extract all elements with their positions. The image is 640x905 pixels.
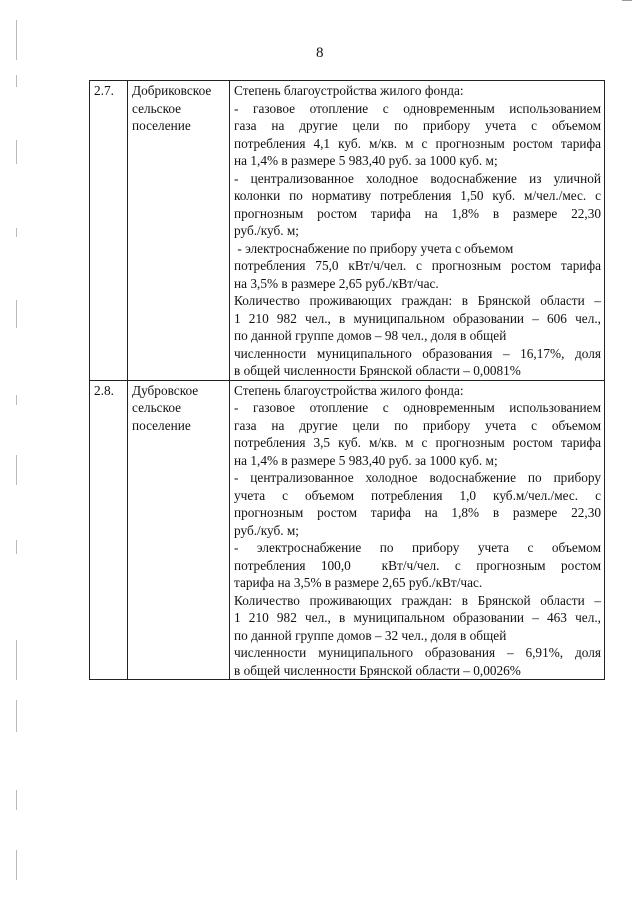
- description-line: колонки по нормативу потребления 1,50 куб. м/чел./мес. с: [234, 188, 601, 203]
- description-line: прогнозным ростом тарифа на 1,8% в размере 22,30: [234, 205, 601, 221]
- description-line: Степень благоустройства жилого фонда:: [234, 83, 464, 98]
- description-line: 1 210 982 чел., в муниципальном образовании – 606 чел.,: [234, 310, 601, 326]
- description-line: Количество проживающих граждан: в Брянской области –: [234, 293, 601, 308]
- description-line: на 1,4% в размере 5 983,40 руб. за 1000 куб. м;: [234, 452, 498, 468]
- settlement-name-line: Добриковское: [132, 83, 212, 98]
- settlement-name: [128, 81, 230, 381]
- description-line: - централизованное холодное водоснабжение по прибору: [234, 470, 601, 485]
- settlement-name-line: поселение: [132, 417, 191, 433]
- description-line: в общей численности Брянской области – 0,0026%: [234, 662, 521, 678]
- settlement-name-line: Дубровское: [132, 382, 199, 398]
- description-line: газа на другие цели по прибору учета с объемом: [234, 417, 601, 433]
- description-line: - централизованное холодное водоснабжение из уличной: [234, 170, 601, 186]
- description-line: - электроснабжение по прибору учета с объемом: [234, 240, 514, 256]
- description-line: - газовое отопление с одновременным использованием: [234, 100, 601, 116]
- page-number: 8: [316, 45, 324, 61]
- description-line: по данной группе домов – 98 чел., доля в общей: [234, 328, 507, 343]
- description-line: численности муниципального образования – 6,91%, доля: [234, 645, 601, 660]
- settlements-table: [89, 80, 605, 680]
- description-line: учета с объемом потребления 1,0 куб.м/чел./мес. с: [234, 487, 601, 503]
- description-line: потребления 75,0 кВт/ч/чел. с прогнозным ростом тарифа: [234, 258, 601, 273]
- settlement-name-line: сельское: [132, 400, 182, 415]
- description-line: тарифа на 3,5% в размере 2,65 руб./кВт/час.: [234, 575, 483, 590]
- row-number: 2.7.: [90, 81, 128, 381]
- settlement-name: [128, 380, 230, 680]
- housing-description: [230, 380, 605, 680]
- description-line: Степень благоустройства жилого фонда:: [234, 382, 464, 398]
- housing-description: [230, 81, 605, 381]
- description-line: на 3,5% в размере 2,65 руб./кВт/час.: [234, 275, 439, 291]
- description-line: 1 210 982 чел., в муниципальном образовании – 463 чел.,: [234, 610, 601, 625]
- description-line: в общей численности Брянской области – 0,0081%: [234, 363, 521, 378]
- description-line: руб./куб. м;: [234, 223, 299, 238]
- settlement-name-line: сельское: [132, 100, 182, 116]
- description-line: газа на другие цели по прибору учета с объемом: [234, 118, 601, 133]
- scan-corner-mark: [622, 0, 632, 1]
- description-line: потребления 100,0 кВт/ч/чел. с прогнозным ростом: [234, 557, 601, 573]
- description-line: прогнозным ростом тарифа на 1,8% в размере 22,30: [234, 505, 601, 520]
- row-number: 2.8.: [90, 380, 128, 680]
- description-line: по данной группе домов – 32 чел., доля в общей: [234, 627, 507, 643]
- description-line: - электроснабжение по прибору учета с объемом: [234, 540, 601, 555]
- description-line: - газовое отопление с одновременным использованием: [234, 400, 601, 415]
- scan-margin-marks: [16, 0, 17, 905]
- description-line: Количество проживающих граждан: в Брянской области –: [234, 592, 601, 608]
- description-line: потребления 3,5 куб. м/кв. м с прогнозным ростом тарифа: [234, 435, 601, 450]
- settlement-name-line: поселение: [132, 118, 191, 133]
- description-line: численности муниципального образования – 16,17%, доля: [234, 345, 601, 361]
- description-line: на 1,4% в размере 5 983,40 руб. за 1000 куб. м;: [234, 153, 498, 168]
- description-line: потребления 4,1 куб. м/кв. м с прогнозным ростом тарифа: [234, 135, 601, 151]
- description-line: руб./куб. м;: [234, 522, 299, 538]
- table-row: [90, 380, 605, 680]
- table-row: [90, 81, 605, 381]
